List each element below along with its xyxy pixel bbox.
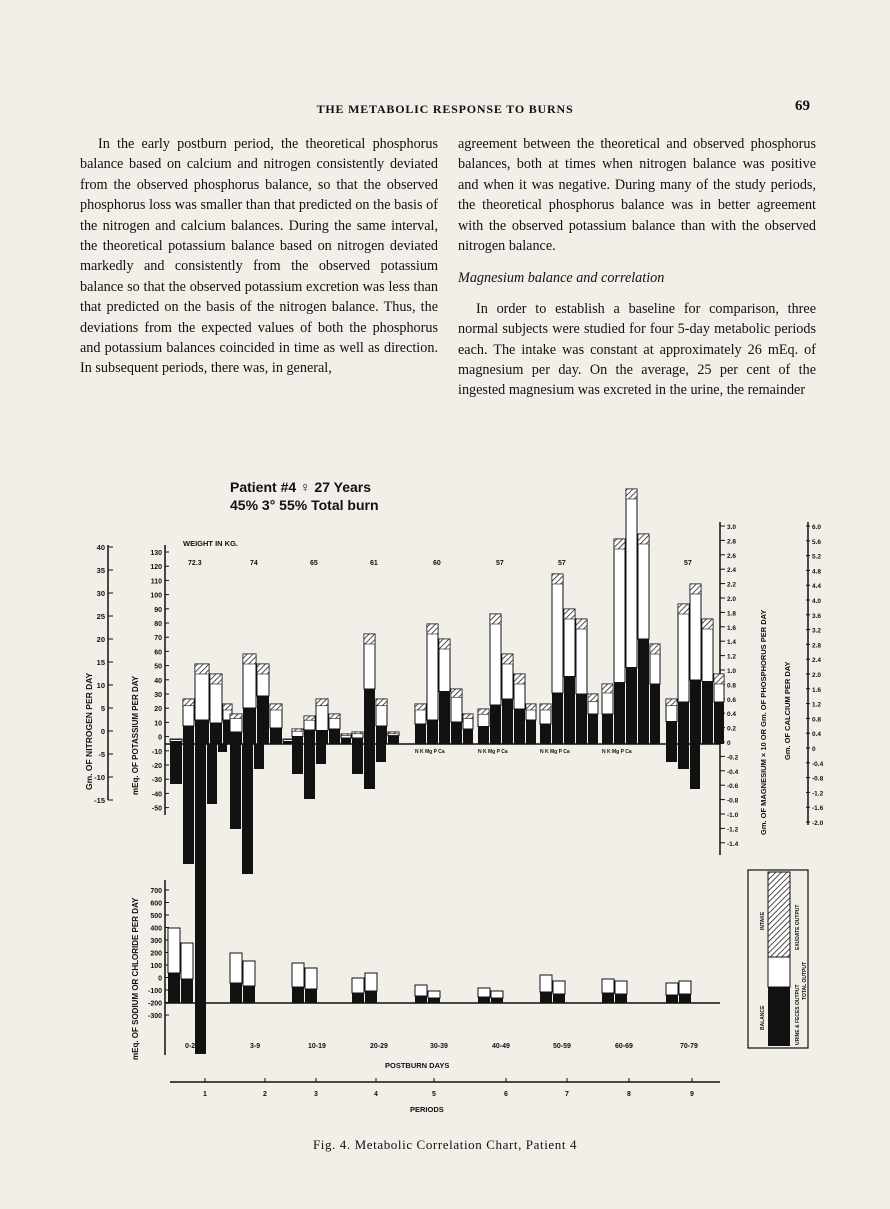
potassium-tick-label: 30 bbox=[154, 692, 162, 699]
weight-value: 61 bbox=[370, 560, 378, 567]
phosphorus-tick-label: 0.8 bbox=[727, 682, 737, 690]
exudate-bar-2-3 bbox=[257, 664, 269, 674]
sodium-intake-bar-4-2 bbox=[365, 973, 377, 991]
sodium-output-bar-2-2 bbox=[243, 986, 255, 1003]
calcium-tick-label: -2.0 bbox=[812, 820, 824, 827]
negative-balance-bar-1-2 bbox=[183, 744, 194, 864]
nitrogen-tick-label: 35 bbox=[96, 566, 105, 575]
output-bar-3-3 bbox=[316, 731, 328, 745]
sodium-output-bar-1-2 bbox=[181, 979, 193, 1003]
sodium-axis-title: mEq. OF SODIUM OR CHLORIDE PER DAY bbox=[131, 897, 140, 1060]
nitrogen-tick-label: -5 bbox=[98, 750, 105, 759]
intake-bar-7-2 bbox=[552, 574, 563, 693]
sodium-tick-label: 200 bbox=[150, 950, 162, 958]
exudate-bar-2-2 bbox=[243, 654, 256, 664]
calcium-tick-label: 6.0 bbox=[812, 524, 822, 531]
calcium-tick-label: 3.2 bbox=[812, 627, 822, 635]
phosphorus-tick-label: -1.0 bbox=[727, 812, 739, 819]
exudate-bar-6-5 bbox=[526, 704, 536, 710]
exudate-bar-4-1 bbox=[352, 732, 363, 734]
sodium-tick-label: 400 bbox=[150, 925, 162, 933]
calcium-tick-label: 4.8 bbox=[812, 568, 822, 576]
exudate-bar-8-3 bbox=[626, 489, 637, 499]
exudate-bar-7-2 bbox=[552, 574, 563, 584]
sodium-intake-bar-5-2 bbox=[428, 991, 440, 998]
negative-balance-bar-3-1 bbox=[292, 744, 303, 774]
exudate-bar-3-1 bbox=[292, 729, 303, 731]
output-bar-6-5 bbox=[526, 720, 536, 744]
negative-balance-bar-4-1 bbox=[352, 744, 363, 774]
negative-balance-bar-3-2 bbox=[304, 744, 315, 799]
sodium-intake-bar-2-2 bbox=[243, 961, 255, 986]
sodium-intake-bar-5-1 bbox=[415, 985, 427, 996]
exudate-bar-5-4 bbox=[451, 689, 462, 697]
exudate-bar-7-4 bbox=[576, 619, 587, 629]
calcium-tick-label: 1.6 bbox=[812, 686, 822, 694]
output-bar-4-4 bbox=[388, 736, 399, 744]
sodium-output-bar-2-1 bbox=[230, 983, 242, 1003]
weight-value: 65 bbox=[310, 560, 318, 567]
output-bar-6-1 bbox=[478, 727, 489, 745]
exudate-bar-7-3 bbox=[564, 609, 575, 619]
output-bar-2-4 bbox=[270, 728, 282, 744]
phosphorus-tick-label: 1.8 bbox=[727, 610, 737, 618]
output-bar-8-5 bbox=[650, 684, 660, 744]
sodium-intake-bar-2-1 bbox=[230, 953, 242, 983]
exudate-bar-4-3 bbox=[376, 699, 387, 706]
exudate-bar-2-4 bbox=[270, 704, 282, 710]
exudate-bar-8-4 bbox=[638, 534, 649, 544]
exudate-bar-8-1 bbox=[602, 684, 613, 693]
legend-intake-swatch bbox=[768, 957, 790, 987]
output-bar-3-2 bbox=[304, 730, 315, 744]
sodium-intake-bar-4-1 bbox=[352, 978, 364, 993]
legend-label-balance: BALANCE bbox=[760, 1005, 766, 1030]
negative-balance-bar-3-3 bbox=[316, 744, 326, 764]
nitrogen-tick-label: 15 bbox=[96, 658, 105, 667]
phosphorus-tick-label: -1.4 bbox=[727, 840, 739, 848]
output-bar-5-1 bbox=[415, 724, 426, 744]
weight-value: 57 bbox=[496, 560, 504, 567]
phosphorus-tick-label: -1.2 bbox=[727, 826, 739, 834]
right-column bbox=[458, 134, 816, 401]
burn-info: 45% 3° 55% Total burn bbox=[230, 497, 379, 513]
calcium-axis-title: Gm. OF CALCIUM PER DAY bbox=[783, 661, 792, 760]
phosphorus-tick-label: -0.4 bbox=[727, 768, 739, 776]
output-bar-7-2 bbox=[552, 693, 563, 744]
sodium-tick-label: 500 bbox=[150, 913, 162, 920]
phosphorus-tick-label: 2.8 bbox=[727, 538, 737, 546]
potassium-tick-label: -10 bbox=[151, 748, 162, 756]
output-bar-6-3 bbox=[502, 699, 513, 744]
period-number: 9 bbox=[690, 1091, 694, 1098]
sodium-intake-bar-9-1 bbox=[666, 983, 678, 995]
calcium-tick-label: -1.6 bbox=[812, 805, 824, 813]
calcium-tick-label: 4.0 bbox=[812, 598, 822, 605]
output-bar-5-4 bbox=[451, 722, 462, 744]
output-bar-2-3 bbox=[257, 696, 269, 744]
metabolic-chart-figure bbox=[80, 470, 840, 1130]
output-bar-1-1 bbox=[170, 742, 182, 745]
output-bar-9-5 bbox=[714, 702, 724, 744]
chart-svg bbox=[80, 470, 840, 1130]
phosphorus-tick-label: -0.8 bbox=[727, 797, 739, 805]
phosphorus-tick-label: 2.4 bbox=[727, 567, 737, 575]
exudate-bar-5-1 bbox=[415, 704, 426, 710]
output-bar-9-4 bbox=[702, 682, 713, 745]
sodium-tick-label: -200 bbox=[147, 1000, 162, 1008]
exudate-bar-1-1 bbox=[170, 739, 182, 740]
element-labels: N K Mg P Ca bbox=[602, 749, 632, 755]
phosphorus-tick-label: 2.0 bbox=[727, 596, 737, 603]
legend-urine-swatch bbox=[768, 987, 790, 1046]
exudate-bar-6-3 bbox=[502, 654, 513, 664]
negative-balance-bar-5-2 bbox=[678, 744, 689, 769]
postburn-day-range: 60-69 bbox=[615, 1043, 633, 1050]
sodium-tick-label: 700 bbox=[150, 888, 162, 895]
sodium-intake-bar-9-2 bbox=[679, 981, 691, 994]
phosphorus-tick-label: 1.6 bbox=[727, 624, 737, 632]
left-column bbox=[80, 134, 438, 379]
output-bar-3-4 bbox=[329, 729, 340, 744]
nitrogen-tick-label: 5 bbox=[100, 704, 105, 713]
body-paragraph: agreement between the theoretical and observed phosphorus balances, both at times when nitrogen balance was positive and when it was negative. During many of the study periods, the theoretical phosphorus balance was in better agreement with the observed potassium balance than with the observed nitrogen balance. bbox=[458, 136, 816, 255]
period-number: 7 bbox=[565, 1091, 569, 1098]
output-bar-4-1 bbox=[352, 738, 363, 744]
period-number: 4 bbox=[374, 1091, 378, 1098]
calcium-tick-label: 5.6 bbox=[812, 538, 822, 546]
body-paragraph: In order to establish a baseline for comparison, three normal subjects were studied for four 5-day metabolic periods each. The intake was constant at approximately 26 mEq. of magnesium per day. On the average, 25 per cent of the ingested magnesium was excreted in the urine, the remainder bbox=[458, 300, 816, 399]
output-bar-6-4 bbox=[514, 709, 525, 744]
output-bar-2-2 bbox=[243, 708, 256, 744]
period-number: 5 bbox=[432, 1091, 436, 1098]
exudate-bar-9-4 bbox=[702, 619, 713, 629]
body-paragraph: In the early postburn period, the theoretical phosphorus balance based on calcium and nitrogen consistently deviated from the observed phosphorus balance, so that the observed phosphorus loss was smaller than that predicted on the basis of the nitrogen and calcium balances. During the same interval, the theoretical potassium balance based on nitrogen deviated markedly and consistently from the observed potassium balance so that the observed potassium excretion was less than that predicted on the basis of the nitrogen balance. Thus, the deviations from the expected values of both the phosphorus and potassium balances coincided in time as well as direction. In subsequent periods, there was, in general, bbox=[80, 136, 438, 377]
postburn-day-range: 50-59 bbox=[553, 1043, 571, 1050]
figure-caption: Fig. 4. Metabolic Correlation Chart, Patient 4 bbox=[312, 1137, 578, 1152]
exudate-bar-6-1 bbox=[478, 709, 489, 714]
sodium-output-bar-5-1 bbox=[415, 996, 427, 1003]
postburn-days-title: POSTBURN DAYS bbox=[385, 1061, 450, 1070]
output-bar-1-2 bbox=[183, 726, 194, 744]
nitrogen-axis-title: Gm. OF NITROGEN PER DAY bbox=[84, 672, 94, 790]
sodium-tick-label: 600 bbox=[150, 900, 162, 908]
phosphorus-tick-label: 1.4 bbox=[727, 639, 737, 647]
element-labels: N K Mg P Ca bbox=[540, 749, 570, 755]
potassium-tick-label: 80 bbox=[154, 621, 162, 628]
output-bar-9-3 bbox=[690, 680, 701, 744]
calcium-tick-label: 3.6 bbox=[812, 612, 822, 620]
potassium-tick-label: 20 bbox=[154, 706, 162, 714]
running-title: THE METABOLIC RESPONSE TO BURNS bbox=[316, 102, 574, 116]
period-number: 1 bbox=[203, 1091, 207, 1098]
exudate-bar-4-2 bbox=[364, 634, 375, 644]
output-bar-1-3 bbox=[195, 720, 209, 744]
element-labels: N K Mg P Ca bbox=[478, 749, 508, 755]
sodium-output-bar-5-2 bbox=[428, 998, 440, 1003]
exudate-bar-2-1 bbox=[230, 714, 242, 719]
negative-balance-bar-1-4 bbox=[207, 744, 217, 804]
output-bar-8-3 bbox=[626, 668, 637, 745]
sodium-intake-bar-7-1 bbox=[540, 975, 552, 992]
weight-value: 57 bbox=[684, 560, 692, 567]
potassium-tick-label: 40 bbox=[154, 677, 162, 685]
exudate-bar-3-2 bbox=[304, 716, 315, 720]
sodium-tick-label: 0 bbox=[158, 975, 162, 983]
potassium-tick-label: -50 bbox=[151, 805, 162, 813]
intake-bar-8-4 bbox=[638, 534, 649, 639]
phosphorus-tick-label: 2.2 bbox=[727, 581, 737, 589]
calcium-tick-label: 2.4 bbox=[812, 657, 822, 665]
potassium-tick-label: -40 bbox=[151, 791, 162, 799]
postburn-day-range: 0-2 bbox=[185, 1043, 196, 1050]
period-number: 8 bbox=[627, 1091, 631, 1098]
negative-balance-bar-1-5 bbox=[218, 744, 227, 752]
output-bar-1-4 bbox=[210, 723, 222, 744]
phosphorus-tick-label: 1.2 bbox=[727, 653, 737, 661]
potassium-tick-label: 100 bbox=[150, 592, 162, 600]
exudate-bar-8-2 bbox=[614, 539, 625, 549]
output-bar-6-2 bbox=[490, 705, 501, 744]
sodium-intake-bar-8-1 bbox=[602, 979, 614, 993]
intake-bar-5-2 bbox=[427, 624, 438, 720]
phosphorus-axis-title: Gm. OF MAGNESIUM × 10 OR Gm. OF PHOSPHORUS PER DAY bbox=[759, 609, 768, 835]
exudate-bar-1-4 bbox=[210, 674, 222, 684]
weight-value: 57 bbox=[558, 560, 566, 567]
legend-label-intake: INTAKE bbox=[760, 911, 766, 930]
phosphorus-tick-label: 0.4 bbox=[727, 711, 737, 719]
sodium-intake-bar-1-1 bbox=[168, 928, 180, 973]
exudate-bar-5-5 bbox=[463, 714, 473, 719]
exudate-bar-6-4 bbox=[514, 674, 525, 684]
negative-balance-bar-4-2 bbox=[364, 744, 375, 789]
exudate-bar-5-3 bbox=[439, 639, 450, 649]
nitrogen-tick-label: 10 bbox=[96, 681, 105, 690]
exudate-bar-3-3 bbox=[316, 699, 328, 706]
calcium-tick-label: -0.4 bbox=[812, 760, 824, 768]
sodium-output-bar-9-1 bbox=[666, 995, 678, 1003]
potassium-tick-label: 90 bbox=[154, 606, 162, 614]
negative-balance-bar-1-1 bbox=[170, 744, 182, 784]
exudate-bar-7-1 bbox=[540, 704, 551, 710]
legend-label-total: TOTAL OUTPUT bbox=[802, 961, 808, 1000]
sodium-output-bar-6-2 bbox=[491, 998, 503, 1003]
output-bar-8-1 bbox=[602, 714, 613, 744]
sodium-intake-bar-7-2 bbox=[553, 981, 565, 994]
output-bar-3-5 bbox=[341, 738, 351, 744]
sodium-tick-label: 100 bbox=[150, 963, 162, 970]
exudate-bar-5-2 bbox=[427, 624, 438, 634]
output-bar-7-1 bbox=[540, 724, 551, 744]
legend-label-exudate: EXUDATE OUTPUT bbox=[795, 904, 801, 950]
exudate-bar-9-1 bbox=[666, 699, 677, 706]
weight-value: 60 bbox=[433, 560, 441, 567]
negative-balance-bar-5-1 bbox=[666, 744, 677, 762]
negative-balance-bar-2-3 bbox=[254, 744, 264, 769]
potassium-tick-label: 120 bbox=[150, 564, 162, 572]
postburn-day-range: 70-79 bbox=[680, 1043, 698, 1050]
potassium-tick-label: 130 bbox=[150, 550, 162, 557]
sodium-output-bar-1-1 bbox=[168, 973, 180, 1003]
exudate-bar-9-2 bbox=[678, 604, 689, 614]
weight-value: 74 bbox=[250, 560, 258, 567]
output-bar-4-3 bbox=[376, 726, 387, 744]
output-bar-5-2 bbox=[427, 720, 438, 744]
calcium-tick-label: 0.4 bbox=[812, 731, 822, 739]
sodium-intake-bar-6-1 bbox=[478, 988, 490, 997]
exudate-bar-4-4 bbox=[388, 732, 399, 734]
weight-value: 72.3 bbox=[188, 560, 202, 567]
phosphorus-tick-label: 0.6 bbox=[727, 696, 737, 704]
weight-label: WEIGHT IN KG. bbox=[183, 539, 238, 548]
nitrogen-tick-label: 25 bbox=[96, 612, 105, 621]
negative-balance-bar-2-1 bbox=[230, 744, 241, 829]
page-number: 69 bbox=[795, 98, 810, 114]
potassium-tick-label: 70 bbox=[154, 635, 162, 643]
sodium-intake-bar-3-2 bbox=[305, 968, 317, 989]
intake-bar-8-2 bbox=[614, 539, 625, 683]
calcium-tick-label: 1.2 bbox=[812, 701, 822, 709]
exudate-bar-7-5 bbox=[588, 694, 598, 702]
section-subheading: Magnesium balance and correlation bbox=[458, 270, 665, 287]
sodium-intake-bar-3-1 bbox=[292, 963, 304, 987]
sodium-output-bar-4-1 bbox=[352, 993, 364, 1003]
exudate-bar-9-3 bbox=[690, 584, 701, 594]
sodium-tick-label: -300 bbox=[147, 1013, 162, 1020]
nitrogen-tick-label: 30 bbox=[96, 589, 105, 598]
sodium-output-bar-3-1 bbox=[292, 987, 304, 1003]
calcium-tick-label: 2.8 bbox=[812, 642, 822, 650]
sodium-output-bar-8-2 bbox=[615, 994, 627, 1003]
intake-bar-8-3 bbox=[626, 489, 637, 668]
calcium-tick-label: -1.2 bbox=[812, 790, 824, 798]
sodium-output-bar-9-2 bbox=[679, 994, 691, 1003]
output-bar-5-5 bbox=[463, 729, 473, 744]
exudate-bar-3-4 bbox=[329, 714, 340, 719]
phosphorus-tick-label: 0 bbox=[727, 740, 731, 747]
exudate-bar-1-3 bbox=[195, 664, 209, 674]
period-number: 2 bbox=[263, 1091, 267, 1098]
element-labels: N K Mg P Ca bbox=[415, 749, 445, 755]
negative-balance-bar-2-2 bbox=[242, 744, 253, 874]
output-bar-4-2 bbox=[364, 689, 375, 744]
nitrogen-tick-label: 20 bbox=[96, 635, 105, 644]
output-bar-8-2 bbox=[614, 683, 625, 745]
output-bar-5-3 bbox=[439, 692, 450, 745]
phosphorus-tick-label: 2.6 bbox=[727, 552, 737, 560]
postburn-day-range: 30-39 bbox=[430, 1043, 448, 1050]
calcium-tick-label: -0.8 bbox=[812, 775, 824, 783]
sodium-output-bar-4-2 bbox=[365, 991, 377, 1003]
sodium-tick-label: -100 bbox=[147, 988, 162, 995]
calcium-tick-label: 0 bbox=[812, 746, 816, 753]
output-bar-9-1 bbox=[666, 722, 677, 745]
sodium-intake-bar-1-2 bbox=[181, 943, 193, 979]
calcium-tick-label: 5.2 bbox=[812, 553, 822, 561]
potassium-tick-label: -20 bbox=[151, 763, 162, 770]
patient-info: Patient #4 ♀ 27 Years bbox=[230, 479, 371, 495]
postburn-day-range: 3-9 bbox=[250, 1043, 261, 1050]
exudate-bar-9-5 bbox=[714, 674, 724, 684]
output-bar-7-5 bbox=[588, 714, 598, 744]
potassium-tick-label: 60 bbox=[154, 649, 162, 657]
period-number: 3 bbox=[314, 1091, 318, 1098]
exudate-bar-8-5 bbox=[650, 644, 660, 654]
legend-label-urine-feces: URINE & FECES OUTPUT bbox=[795, 984, 801, 1045]
output-bar-2-1 bbox=[230, 732, 242, 744]
calcium-tick-label: 4.4 bbox=[812, 583, 822, 591]
calcium-tick-label: 0.8 bbox=[812, 716, 822, 724]
sodium-output-bar-8-1 bbox=[602, 993, 614, 1003]
exudate-bar-3-5 bbox=[341, 734, 351, 736]
legend-exudate-swatch bbox=[768, 872, 790, 957]
intake-bar-9-3 bbox=[690, 584, 701, 680]
negative-balance-bar-5-3 bbox=[690, 744, 700, 789]
sodium-output-bar-7-2 bbox=[553, 994, 565, 1003]
output-bar-8-4 bbox=[638, 639, 649, 744]
sodium-output-bar-3-2 bbox=[305, 989, 317, 1003]
nitrogen-tick-label: -10 bbox=[94, 773, 105, 782]
output-bar-3-1 bbox=[292, 737, 303, 745]
phosphorus-tick-label: 3.0 bbox=[727, 524, 737, 531]
exudate-bar-1-5 bbox=[223, 704, 232, 710]
exudate-bar-6-2 bbox=[490, 614, 501, 624]
phosphorus-tick-label: -0.6 bbox=[727, 783, 739, 791]
potassium-tick-label: 50 bbox=[154, 663, 162, 671]
output-bar-7-3 bbox=[564, 677, 575, 745]
sodium-output-bar-6-1 bbox=[478, 997, 490, 1003]
potassium-tick-label: 110 bbox=[150, 578, 162, 586]
phosphorus-tick-label: -0.2 bbox=[727, 754, 739, 762]
nitrogen-tick-label: -15 bbox=[94, 796, 105, 805]
phosphorus-tick-label: 1.0 bbox=[727, 668, 737, 675]
intake-bar-9-2 bbox=[678, 604, 689, 702]
postburn-day-range: 10-19 bbox=[308, 1043, 326, 1050]
output-bar-7-4 bbox=[576, 694, 587, 744]
exudate-bar-1-2 bbox=[183, 699, 194, 706]
potassium-tick-label: -30 bbox=[151, 777, 162, 785]
intake-bar-7-4 bbox=[576, 619, 587, 694]
page-header bbox=[80, 100, 810, 122]
negative-balance-bar-4-3 bbox=[376, 744, 386, 762]
postburn-day-range: 40-49 bbox=[492, 1043, 510, 1050]
period-number: 6 bbox=[504, 1091, 508, 1098]
sodium-intake-bar-6-2 bbox=[491, 991, 503, 998]
potassium-axis-title: mEq. OF POTASSIUM PER DAY bbox=[131, 675, 140, 795]
postburn-day-range: 20-29 bbox=[370, 1043, 388, 1050]
sodium-tick-label: 300 bbox=[150, 938, 162, 945]
phosphorus-tick-label: 0.2 bbox=[727, 725, 737, 733]
periods-title: PERIODS bbox=[410, 1105, 444, 1114]
calcium-tick-label: 2.0 bbox=[812, 672, 822, 679]
negative-balance-bar-1-3 bbox=[195, 744, 206, 1054]
intake-bar-6-2 bbox=[490, 614, 501, 705]
potassium-tick-label: 0 bbox=[158, 734, 162, 742]
potassium-tick-label: 10 bbox=[154, 720, 162, 728]
sodium-output-bar-7-1 bbox=[540, 992, 552, 1003]
nitrogen-tick-label: 40 bbox=[96, 543, 105, 552]
sodium-intake-bar-8-2 bbox=[615, 981, 627, 994]
nitrogen-tick-label: 0 bbox=[100, 727, 105, 736]
output-bar-9-2 bbox=[678, 702, 689, 744]
